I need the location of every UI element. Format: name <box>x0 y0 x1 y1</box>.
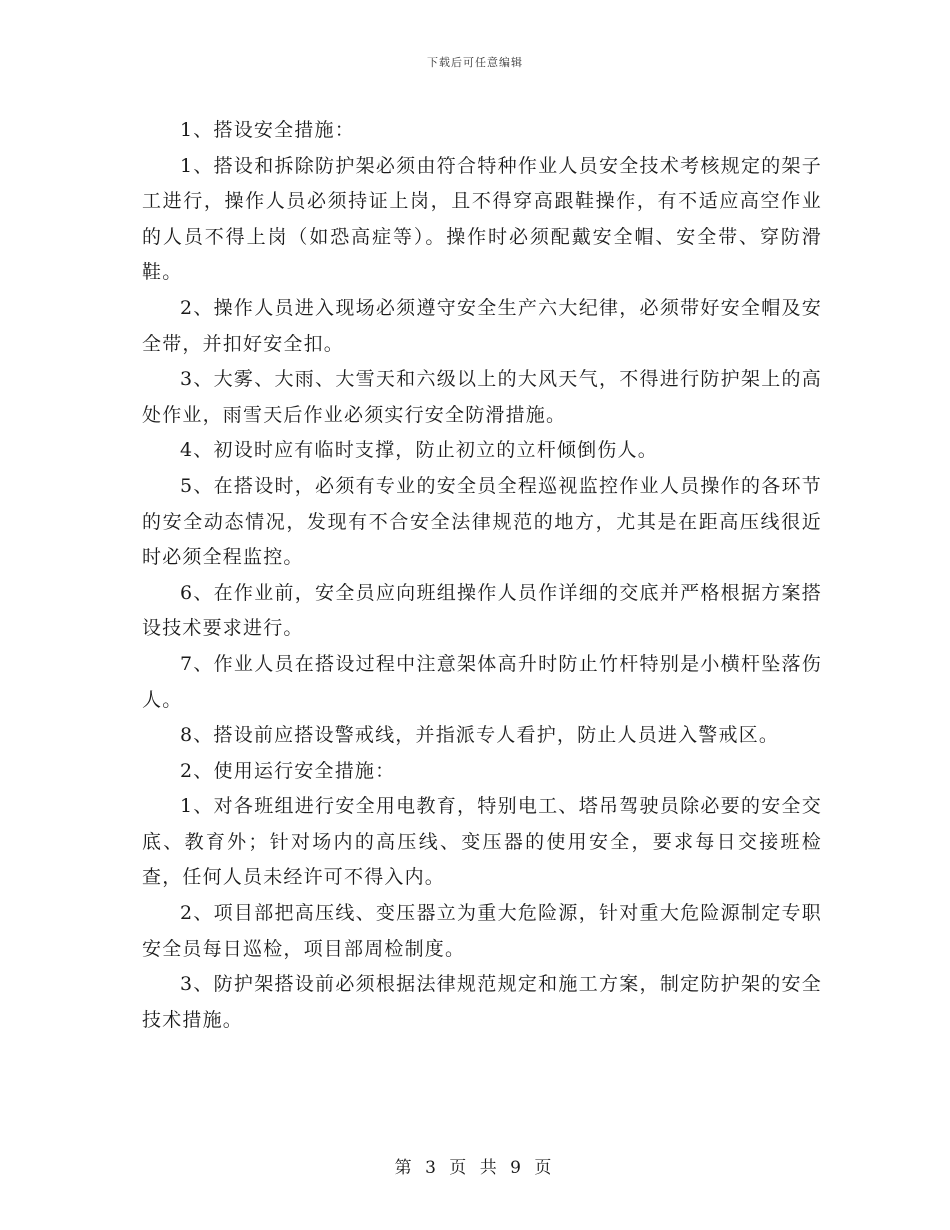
paragraph: 6、在作业前，安全员应向班组操作人员作详细的交底并严格根据方案搭设技术要求进行。 <box>142 581 822 640</box>
paragraph: 2、项目部把高压线、变压器立为重大危险源，针对重大危险源制定专职安全员每日巡检，项目部周检制度。 <box>142 902 822 960</box>
paragraph: 4、初设时应有临时支撑，防止初立的立杆倾倒伤人。 <box>180 439 658 462</box>
page-footer: 第 3 页 共 9 页 <box>394 1158 556 1178</box>
paragraph: 7、作业人员在搭设过程中注意架体高升时防止竹杆特别是小横杆坠落伤人。 <box>142 652 822 711</box>
page-header: 下载后可任意编辑 <box>427 56 523 69</box>
paragraph: 8、搭设前应搭设警戒线，并指派专人看护，防止人员进入警戒区。 <box>180 724 780 747</box>
paragraph: 1、搭设和拆除防护架必须由符合特种作业人员安全技术考核规定的架子工进行，操作人员必须持证上岗，且不得穿高跟鞋操作，有不适应高空作业的人员不得上岗（如恐高症等）。操作时必须配戴安全帽、安全带、穿防滑鞋。 <box>142 154 822 284</box>
paragraph: 3、防护架搭设前必须根据法律规范规定和施工方案，制定防护架的安全技术措施。 <box>142 973 822 1031</box>
paragraph: 1、对各班组进行安全用电教育，特别电工、塔吊驾驶员除必要的安全交底、教育外；针对场内的高压线、变压器的使用安全，要求每日交接班检查，任何人员未经许可不得入内。 <box>142 795 822 889</box>
section-heading-2: 2、使用运行安全措施： <box>180 759 396 782</box>
document-body <box>142 113 822 1038</box>
paragraph: 2、操作人员进入现场必须遵守安全生产六大纪律，必须带好安全帽及安全带，并扣好安全扣。 <box>142 296 822 355</box>
paragraph: 3、大雾、大雨、大雪天和六级以上的大风天气，不得进行防护架上的高处作业，雨雪天后作业必须实行安全防滑措施。 <box>142 368 822 426</box>
section-heading-1: 1、搭设安全措施： <box>180 119 355 141</box>
paragraph: 5、在搭设时，必须有专业的安全员全程巡视监控作业人员操作的各环节的安全动态情况，发现有不合安全法律规范的地方，尤其是在距高压线很近时必须全程监控。 <box>142 474 822 569</box>
